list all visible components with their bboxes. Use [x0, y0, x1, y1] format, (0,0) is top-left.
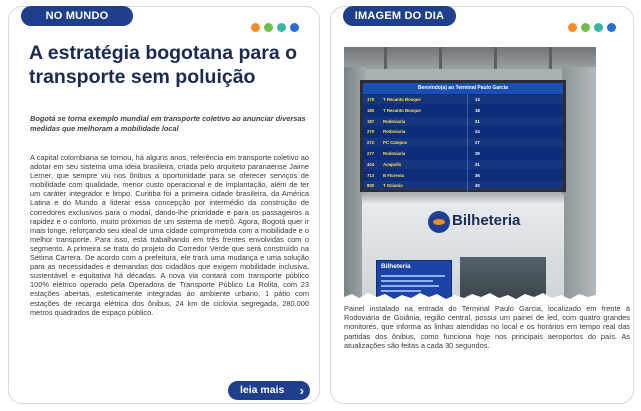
photo-caption: Painel instalado na entrada do Terminal Paulo Garcia, localizado em frente à Rodoviária de Goiânia, região central, possui um painel de led, com quatro grandes monitores, que informa as linhas atendidas no local e os horários em tempo real das partidas dos ônibus, como funciona hoje nos principais aeroportos do país. As atualizações são feitas a cada 30 segundos. — [344, 304, 630, 350]
article-body: A capital colombiana se tornou, há alguns anos, referência em transporte coletivo ao adotar em seu sistema uma ideia brasileira, criada pelo arquiteto paranaense Jaime Lerner, que sempre viu nos ônibus a oportunidade para se oferecer serviços de mobilidade com qualidade, menor custo operacional e de implantação, além de ter um caráter integrador e limpo. Curitiba foi a primeira cidade brasileira, da América Latina e do Mundo a liderar essa concepção por intermédio da construção de corredores exclusivos para o modal, dando-lhe prioridade e para os passageiros a rapidez e o conforto, muito próximos de um sistema de metrô. Agora, Bogotá quer ir mais longe, reforçando seu ideal de uma cidade comprometida com a mobilidade e o melhor transporte. Para isso, está trabalhando em três frentes envolvidas com o segmento. A primeira se trata do projeto do Corredor Verde que será construído na Sétima Carrera. De acordo com a prefeitura, ele trará uma mudança e uma solução para as necessidades e demandas dos cidadãos que exigem mobilidade inclusiva, sustentável e equitativa há décadas. A nova via contará com transporte público 100% elétrico operado pela Operadora de Transporte Público La Rolita, com 23 estações abertas, esteticamente integradas ao ambiente urbano, 1 pátio com estações de recarga elétrica dos ônibus, 24 km de ciclovia segregada, 280.000 metros quadrados de espaço público. — [30, 153, 309, 317]
dot-blue — [607, 23, 616, 32]
led-departure-board — [360, 80, 566, 192]
led-line-number: 277 — [367, 151, 375, 156]
led-destination: PC Campus — [383, 140, 408, 146]
led-row — [363, 106, 563, 115]
dot-green — [264, 23, 273, 32]
led-row — [363, 181, 563, 190]
led-destination: B Floresta — [383, 172, 405, 178]
led-line-number: 187 — [367, 118, 375, 124]
led-line-number: 404 — [367, 161, 375, 167]
bilheteria-logo-icon — [428, 211, 450, 233]
led-row — [363, 160, 563, 169]
led-minutes: 40 — [475, 183, 480, 189]
led-destination: Rodoviaria — [383, 129, 406, 135]
led-minutes: 29 — [475, 151, 480, 156]
read-more-button[interactable] — [228, 381, 310, 400]
photo-wall-right — [562, 67, 596, 300]
led-destination: T Recanto Bosque — [383, 97, 421, 102]
led-row — [363, 127, 563, 136]
terminal-photo — [344, 47, 596, 300]
led-minutes: 36 — [475, 172, 480, 178]
led-line-number: 800 — [367, 183, 375, 189]
small-bilheteria-sign: Bilheteria — [376, 260, 452, 300]
section-tab-no-mundo: NO MUNDO — [21, 6, 133, 26]
torn-edge — [344, 291, 596, 300]
led-row — [363, 171, 563, 180]
led-minutes: 13 — [475, 97, 480, 102]
article-subheadline: Bogotá se torna exemplo mundial em transporte coletivo ao anunciar diversas medidas que melhoram a mobilidade local — [30, 114, 306, 133]
dot-orange — [568, 23, 577, 32]
dot-orange — [251, 23, 260, 32]
led-line-number: 272 — [367, 140, 375, 146]
chevron-right-icon: › — [299, 383, 304, 398]
led-row — [363, 117, 563, 126]
led-destination: T Recanto Bosque — [383, 107, 421, 113]
led-line-number: 170 — [367, 97, 375, 102]
led-line-number: 180 — [367, 107, 375, 113]
led-row — [363, 138, 563, 147]
led-line-number: 270 — [367, 129, 375, 135]
photo-ceiling — [344, 47, 596, 69]
dot-green — [581, 23, 590, 32]
led-destination: Anapolis — [383, 161, 402, 167]
article-headline: A estratégia bogotana para o transporte sem poluição — [29, 42, 298, 88]
led-line-number: 713 — [367, 172, 375, 178]
led-destination: T Goiania — [383, 183, 403, 189]
led-board-title: Benvindo(a) ao Terminal Paulo Garcia — [363, 83, 563, 94]
led-minutes: 31 — [475, 161, 480, 167]
read-more-label: leia mais — [240, 384, 285, 396]
dot-teal — [594, 23, 603, 32]
led-row — [363, 95, 563, 104]
led-row — [363, 149, 563, 158]
led-minutes: 24 — [475, 129, 480, 135]
section-tab-imagem-do-dia: IMAGEM DO DIA — [343, 6, 456, 26]
decorative-dots — [568, 23, 616, 32]
decorative-dots — [251, 23, 299, 32]
led-destination: Rodoviaria — [383, 118, 406, 124]
led-minutes: 21 — [475, 118, 480, 124]
led-minutes: 27 — [475, 140, 480, 146]
dot-blue — [290, 23, 299, 32]
led-minutes: 18 — [475, 107, 480, 113]
dot-teal — [277, 23, 286, 32]
booth-sign: Bilheteria — [452, 212, 521, 229]
led-destination: Rodoviaria — [383, 151, 406, 156]
